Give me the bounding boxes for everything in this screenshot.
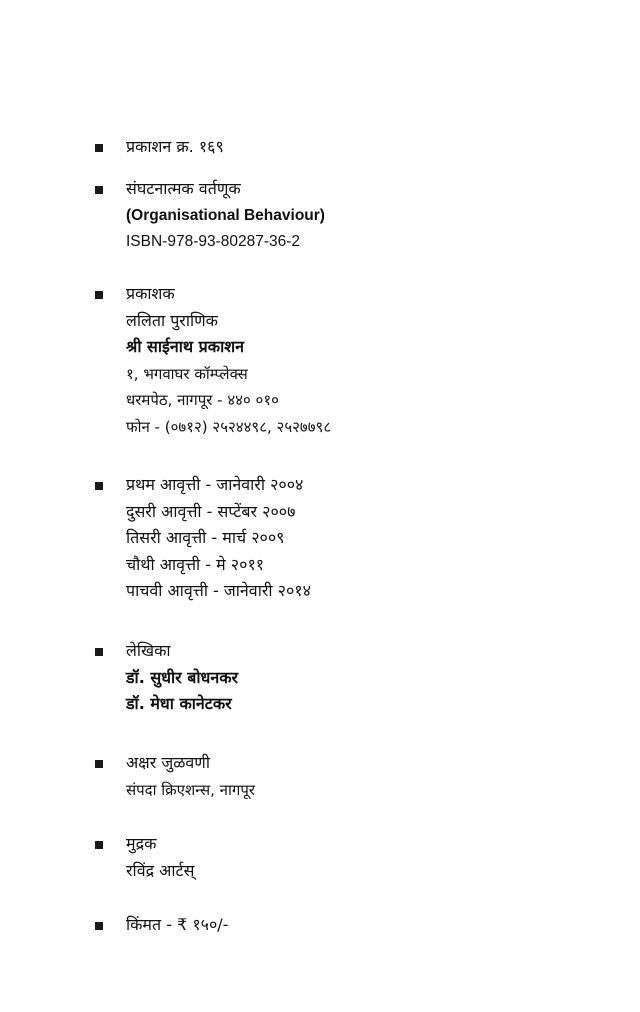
edition-line: तिसरी आवृत्ती - मार्च २००९: [126, 528, 285, 547]
edition-line: पाचवी आवृत्ती - जानेवारी २०१४: [126, 581, 311, 600]
authors-section: [95, 638, 238, 718]
publication-number-section: [95, 134, 224, 161]
author-name: डॉ. मेधा कानेटकर: [126, 694, 232, 713]
book-title-english: (Organisational Behaviour): [126, 206, 325, 224]
typesetting-value: संपदा क्रिएशन्स, नागपूर: [126, 780, 255, 799]
bullet-icon: [95, 482, 103, 490]
bullet-icon: [95, 291, 103, 299]
bullet-icon: [95, 760, 103, 768]
printer-value: रविंद्र आर्टस्: [126, 860, 195, 880]
edition-line: दुसरी आवृत्ती - सप्टेंबर २००७: [126, 501, 296, 521]
printer-heading: मुद्रक: [126, 834, 157, 853]
publisher-address-line2: धरमपेठ, नागपूर - ४४० ०१०: [126, 391, 279, 409]
bullet-icon: [95, 648, 103, 656]
bullet-icon: [95, 186, 103, 194]
editions-section: [95, 472, 311, 605]
authors-heading: लेखिका: [126, 641, 171, 660]
price-section: [95, 912, 228, 939]
publisher-section: [95, 281, 331, 440]
publisher-heading: प्रकाशक: [126, 284, 175, 303]
author-name: डॉ. सुधीर बोधनकर: [126, 667, 239, 687]
isbn: ISBN-978-93-80287-36-2: [126, 233, 301, 250]
printer-section: [95, 831, 194, 884]
publisher-person: ललिता पुराणिक: [126, 310, 218, 330]
publisher-phone: फोन - (०७१२) २५२४४९८, २५२७७९८: [126, 417, 332, 436]
bullet-icon: [95, 841, 103, 849]
edition-line: चौथी आवृत्ती - मे २०११: [126, 554, 265, 574]
book-title-marathi: संघटनात्मक वर्तणूक: [126, 179, 241, 198]
typesetting-section: [95, 750, 255, 803]
bullet-icon: [95, 144, 103, 152]
typesetting-heading: अक्षर जुळवणी: [126, 753, 210, 772]
edition-line: प्रथम आवृत्ती - जानेवारी २००४: [126, 475, 304, 494]
book-title-section: [95, 176, 325, 256]
publication-number: प्रकाशन क्र. १६९: [126, 137, 224, 156]
price: किंमत - ₹ १५०/-: [126, 915, 229, 934]
bullet-icon: [95, 922, 103, 930]
publisher-name: श्री साईनाथ प्रकाशन: [126, 337, 244, 356]
publisher-address-line1: १, भगवाघर कॉम्प्लेक्स: [126, 364, 248, 383]
